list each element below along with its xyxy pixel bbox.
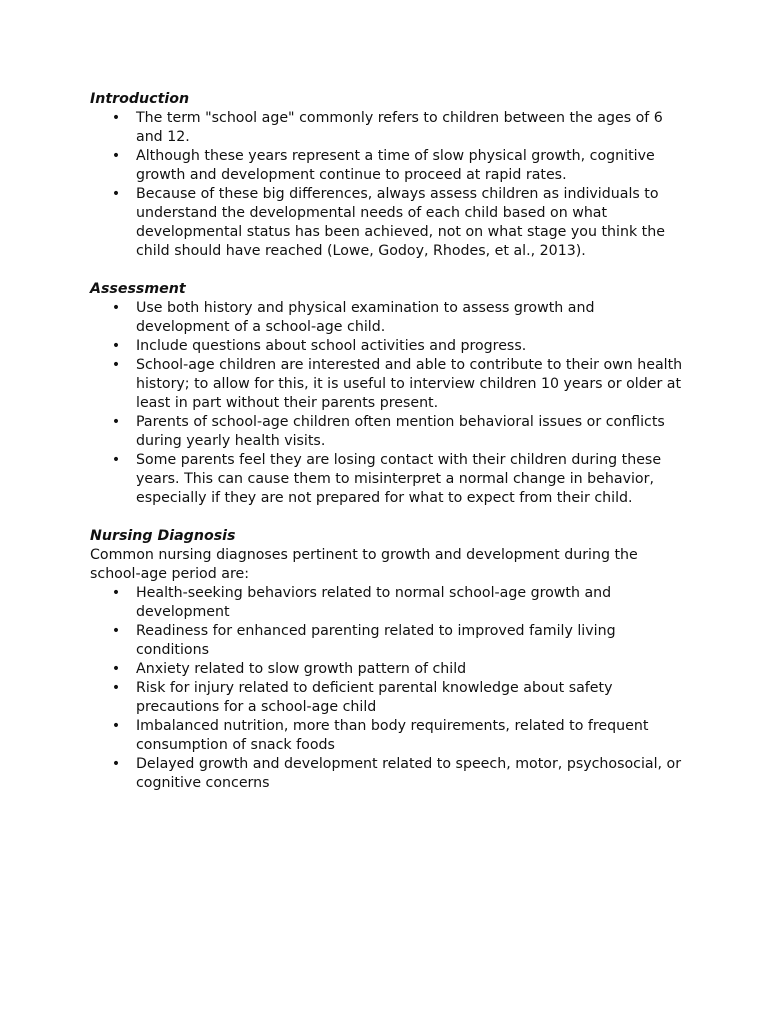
section-heading: Nursing Diagnosis [90, 528, 236, 544]
bullet-list [90, 584, 690, 793]
list-item-text: School-age children are interested and able to contribute to their own health history; to allow for this, it is useful to interview children 10 years or older at least in part without their parents present. [136, 357, 683, 411]
list-item-text: Imbalanced nutrition, more than body requirements, related to frequent consumption of snack foods [136, 718, 649, 753]
document-page [90, 90, 690, 812]
list-item [90, 356, 690, 413]
section-heading: Assessment [90, 281, 186, 297]
list-item-text: Delayed growth and development related to speech, motor, psychosocial, or cognitive concerns [136, 756, 682, 791]
section-introduction [90, 90, 690, 261]
list-item [90, 147, 690, 185]
list-item [90, 660, 690, 679]
bullet-icon: • [111, 680, 121, 696]
list-item-text: Risk for injury related to deficient parental knowledge about safety precautions for a school-age child [136, 680, 613, 715]
section-nursing-diagnosis [90, 527, 690, 793]
section-assessment [90, 280, 690, 508]
list-item [90, 584, 690, 622]
list-item [90, 299, 690, 337]
bullet-icon: • [111, 338, 121, 354]
bullet-icon: • [111, 718, 121, 734]
bullet-list [90, 109, 690, 261]
list-item [90, 185, 690, 261]
list-item [90, 622, 690, 660]
list-item-text: Include questions about school activities and progress. [136, 338, 527, 354]
bullet-icon: • [111, 300, 121, 316]
section-intro-paragraph: Common nursing diagnoses pertinent to growth and development during the school-age period are: [90, 547, 638, 582]
list-item-text: Health-seeking behaviors related to normal school-age growth and development [136, 585, 612, 620]
bullet-icon: • [111, 585, 121, 601]
bullet-icon: • [111, 186, 121, 202]
list-item-text: Because of these big differences, always assess children as individuals to understand the developmental needs of each child based on what developmental status has been achieved, not on what stage you think the child should have reached (Lowe, Godoy, Rhodes, et al., 2013). [136, 186, 665, 259]
list-item-text: Use both history and physical examination to assess growth and development of a school-age child. [136, 300, 595, 335]
bullet-icon: • [111, 661, 121, 677]
list-item-text: Although these years represent a time of slow physical growth, cognitive growth and development continue to proceed at rapid rates. [136, 148, 655, 183]
bullet-icon: • [111, 756, 121, 772]
list-item [90, 337, 690, 356]
list-item-text: Some parents feel they are losing contact with their children during these years. This can cause them to misinterpret a normal change in behavior, especially if they are not prepared for what to expect from their child. [136, 452, 662, 506]
bullet-icon: • [111, 452, 121, 468]
list-item-text: Anxiety related to slow growth pattern of child [136, 661, 467, 677]
bullet-icon: • [111, 110, 121, 126]
list-item [90, 109, 690, 147]
list-item [90, 451, 690, 508]
bullet-icon: • [111, 148, 121, 164]
list-item [90, 413, 690, 451]
list-item [90, 755, 690, 793]
section-heading: Introduction [90, 91, 190, 107]
list-item [90, 679, 690, 717]
bullet-list [90, 299, 690, 508]
list-item-text: Readiness for enhanced parenting related to improved family living conditions [136, 623, 616, 658]
bullet-icon: • [111, 357, 121, 373]
bullet-icon: • [111, 623, 121, 639]
list-item-text: The term "school age" commonly refers to children between the ages of 6 and 12. [136, 110, 663, 145]
list-item [90, 717, 690, 755]
list-item-text: Parents of school-age children often mention behavioral issues or conflicts during yearly health visits. [136, 414, 665, 449]
bullet-icon: • [111, 414, 121, 430]
